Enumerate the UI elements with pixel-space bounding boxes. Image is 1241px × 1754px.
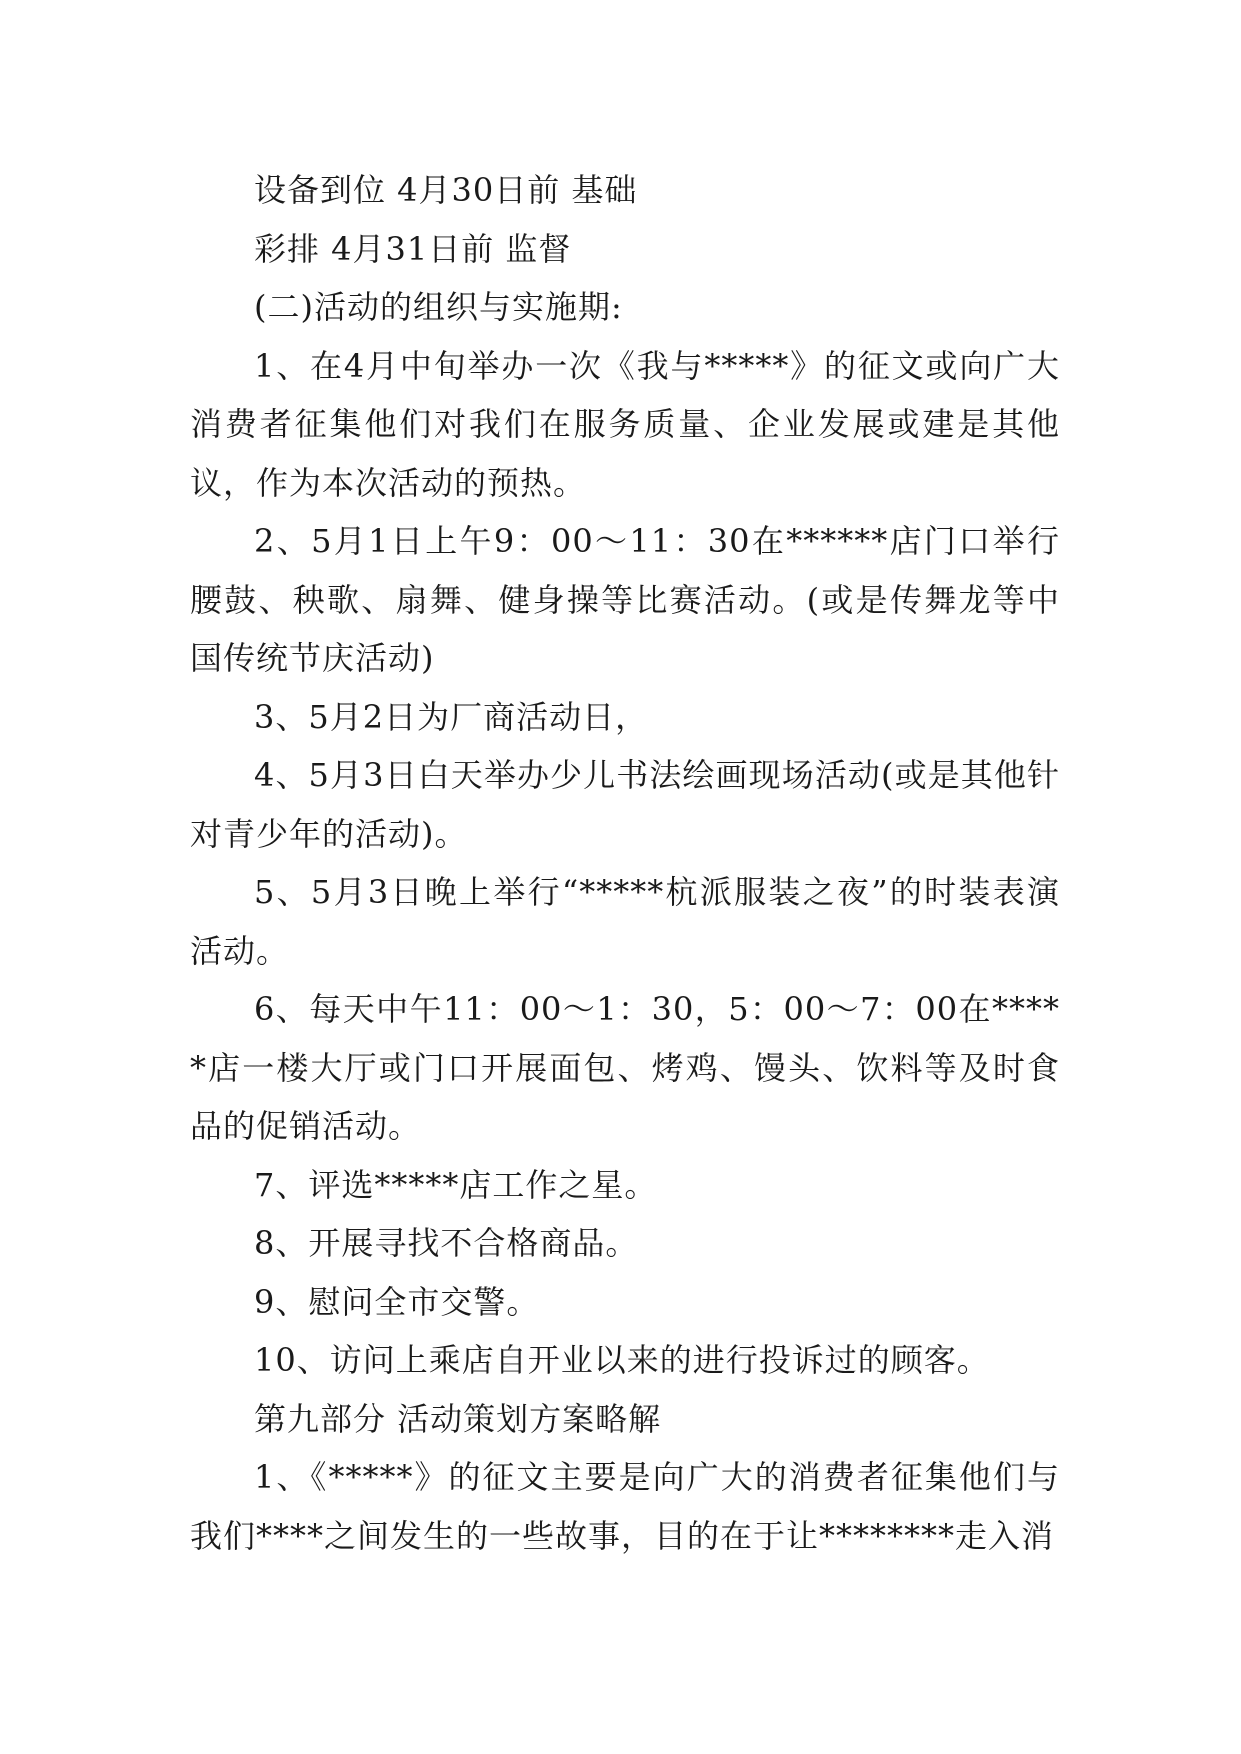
list-item-5: 5、5月3日晚上举行“*****杭派服装之夜”的时装表演活动。: [190, 873, 1060, 970]
section-heading-part-nine: 第九部分 活动策划方案略解: [254, 1399, 662, 1438]
paragraph-essay-explanation: 1、《*****》的征文主要是向广大的消费者征集他们与我们****之间发生的一些故事，目的在于让********走入消: [190, 1458, 1060, 1555]
paragraph-rehearsal: 彩排 4月31日前 监督: [254, 229, 572, 268]
document-body: [190, 161, 1060, 1565]
list-item-2: 2、5月1日上午9：00～11：30在******店门口举行腰鼓、秧歌、扇舞、健身操等比赛活动。(或是传舞龙等中国传统节庆活动): [190, 522, 1060, 677]
list-item-9: 9、慰问全市交警。: [254, 1282, 540, 1321]
list-item-3: 3、5月2日为厂商活动日，: [254, 697, 649, 736]
list-item-4: 4、5月3日白天举办少儿书法绘画现场活动(或是其他针对青少年的活动)。: [190, 756, 1060, 853]
section-heading-implementation: (二)活动的组织与实施期:: [254, 288, 623, 326]
paragraph-equipment: 设备到位 4月30日前 基础: [254, 171, 638, 209]
list-item-8: 8、开展寻找不合格商品。: [254, 1224, 639, 1262]
list-item-7: 7、评选*****店工作之星。: [254, 1165, 658, 1204]
list-item-10: 10、访问上乘店自开业以来的进行投诉过的顾客。: [254, 1341, 990, 1379]
list-item-6: 6、每天中午11：00～1：30，5：00～7：00在*****店一楼大厅或门口开展面包、烤鸡、馒头、饮料等及时食品的促销活动。: [190, 990, 1060, 1145]
list-item-1: 1、在4月中旬举办一次《我与*****》的征文或向广大消费者征集他们对我们在服务质量、企业发展或建是其他议，作为本次活动的预热。: [190, 346, 1060, 502]
